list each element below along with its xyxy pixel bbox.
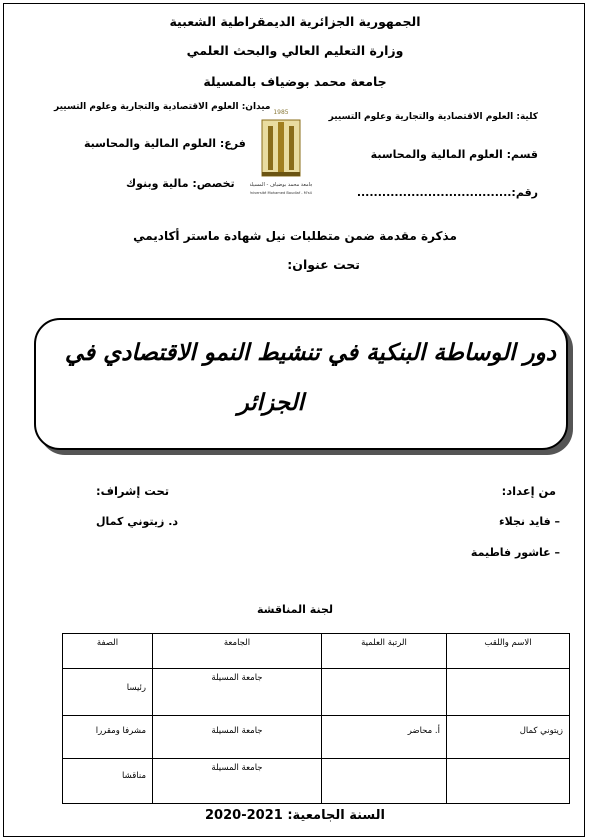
field-label: ميدان: العلوم الاقتصادية والتجارية وعلوم التسيير <box>54 102 271 112</box>
col-role-header: الصفة <box>63 634 153 669</box>
cell-university: جامعة المسيلة <box>153 759 322 804</box>
academic-year-label: السنة الجامعية: <box>287 808 385 823</box>
cell-name: زيتوني كمال <box>447 716 570 759</box>
cell-role: مناقشا <box>63 759 153 804</box>
logo-year: 1985 <box>273 109 289 116</box>
student-2: – عاشور فاطيمة <box>470 546 560 559</box>
cell-university: جامعة المسيلة <box>153 716 322 759</box>
cell-role: رئيسا <box>63 669 153 716</box>
table-row <box>63 669 570 716</box>
under-title-label: تحت عنوان: <box>287 257 360 272</box>
branch-label: فرع: العلوم المالية والمحاسبة <box>84 137 246 150</box>
cell-rank <box>322 669 447 716</box>
faculty-label: كلية: العلوم الاقتصادية والتجارية وعلوم التسيير <box>328 112 538 122</box>
table-row <box>63 759 570 804</box>
cell-rank <box>322 759 447 804</box>
thesis-title-line1: دور الوساطة البنكية في تنشيط النمو الاقتصادي في <box>64 340 556 366</box>
student-1: – فايد نجلاء <box>498 515 560 528</box>
committee-heading: لجنة المناقشة <box>256 603 333 616</box>
cell-rank: أ. محاضر <box>322 716 447 759</box>
supervisor-name: د. زيتوني كمال <box>96 515 179 528</box>
logo-caption-en: Université Mohamed Boudiaf - M'sila <box>250 191 312 195</box>
university-logo <box>250 106 312 198</box>
academic-year-value: 2021-2020 <box>205 808 283 823</box>
logo-caption-ar: جامعة محمد بوضياف - المسيلة <box>250 182 312 188</box>
specialty-label: تخصص: مالية وبنوك <box>126 177 235 190</box>
academic-year <box>0 808 590 823</box>
cell-university: جامعة المسيلة <box>153 669 322 716</box>
header-ministry: وزارة التعليم العالي والبحث العلمي <box>186 43 404 58</box>
table-row <box>63 716 570 759</box>
number-label: رقم:..................................... <box>356 186 538 199</box>
cell-name <box>447 759 570 804</box>
col-name-header: الاسم واللقب <box>447 634 570 669</box>
committee-table <box>62 633 570 804</box>
header-university: جامعة محمد بوضياف بالمسيلة <box>203 74 387 89</box>
thesis-title-line2: الجزائر <box>237 390 304 416</box>
supervision-label: تحت إشراف: <box>96 484 170 498</box>
cell-name <box>447 669 570 716</box>
thesis-title-box <box>34 318 568 450</box>
thesis-intro: مذكرة مقدمة ضمن متطلبات نيل شهادة ماستر أكاديمي <box>133 229 457 243</box>
col-university-header: الجامعة <box>153 634 322 669</box>
header-republic: الجمهورية الجزائرية الديمقراطية الشعبية <box>169 14 421 29</box>
committee-header-row <box>63 634 570 669</box>
department-label: قسم: العلوم المالية والمحاسبة <box>370 148 538 161</box>
prepared-by-label: من إعداد: <box>501 484 556 498</box>
cell-role: مشرفا ومقررا <box>63 716 153 759</box>
col-rank-header: الرتبة العلمية <box>322 634 447 669</box>
